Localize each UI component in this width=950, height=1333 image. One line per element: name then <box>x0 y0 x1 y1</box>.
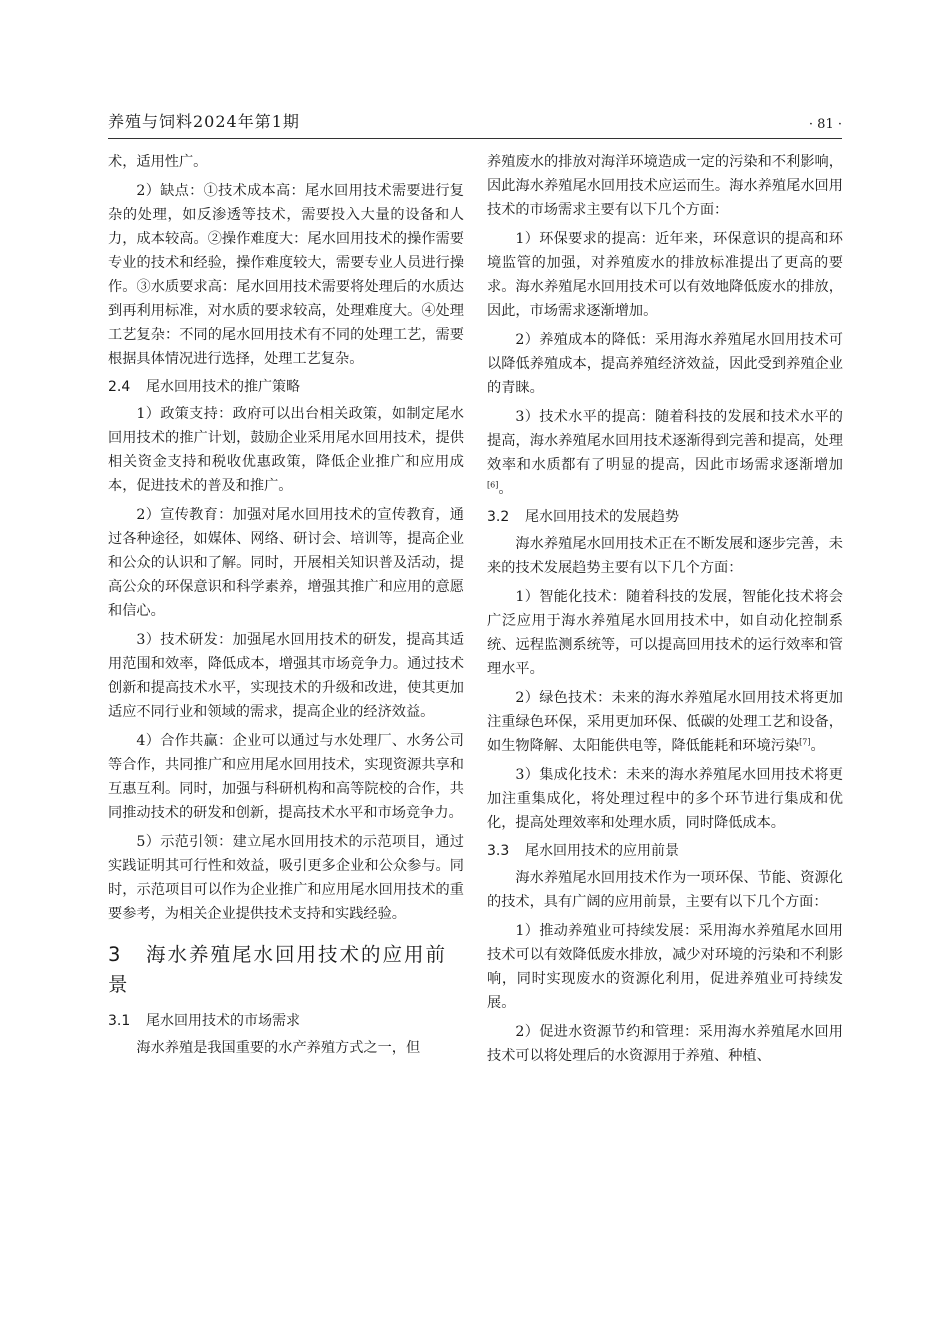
paragraph: 1）智能化技术：随着科技的发展，智能化技术将会广泛应用于海水养殖尾水回用技术中，如自动化控制系统、远程监测系统等，可以提高回用技术的运行效率和管理水平。 <box>487 589 843 677</box>
section-heading-3-3 <box>487 840 843 862</box>
paragraph: 2）养殖成本的降低：采用海水养殖尾水回用技术可以降低养殖成本，提高养殖经济效益，因此受到养殖企业的青睐。 <box>487 332 843 396</box>
right-column <box>487 150 843 1073</box>
paragraph: 1）推动养殖业可持续发展：采用海水养殖尾水回用技术可以有效降低废水排放，减少对环境的污染和不利影响，同时实现废水的资源化利用，促进养殖业可持续发展。 <box>487 923 843 1011</box>
section-number: 3.3 <box>487 843 510 859</box>
citation-ref: [6] <box>487 480 499 490</box>
paragraph: 3）技术研发：加强尾水回用技术的研发，提高其适用范围和效率，降低成本，增强其市场竞争力。通过技术创新和提高技术水平，实现技术的升级和改进，使其更加适应不同行业和领域的需求，提高企业的经济效益。 <box>108 632 464 720</box>
paragraph: 1）环保要求的提高：近年来，环保意识的提高和环境监管的加强，对养殖废水的排放标准提出了更高的要求。海水养殖尾水回用技术可以有效地降低废水的排放，因此，市场需求逐渐增加。 <box>487 231 843 319</box>
chapter-number: 3 <box>108 943 123 966</box>
paragraph: 1）政策支持：政府可以出台相关政策，如制定尾水回用技术的推广计划，鼓励企业采用尾水回用技术，提供相关资金支持和税收优惠政策，降低企业推广和应用成本，促进技术的普及和推广。 <box>108 406 464 494</box>
section-title: 尾水回用技术的应用前景 <box>525 843 679 859</box>
paragraph: 5）示范引领：建立尾水回用技术的示范项目，通过实践证明其可行性和效益，吸引更多企业和公众参与。同时，示范项目可以作为企业推广和应用尾水回用技术的重要参考，为相关企业提供技术支持和实践经验。 <box>108 834 464 922</box>
citation-ref: [7] <box>799 737 811 747</box>
left-column <box>108 150 464 1065</box>
paragraph: 术，适用性广。 <box>108 154 208 170</box>
section-title: 尾水回用技术的推广策略 <box>146 379 300 395</box>
paragraph-text: 2）绿色技术：未来的海水养殖尾水回用技术将更加注重绿色环保，采用更加环保、低碳的处理工艺和设备，如生物降解、太阳能供电等，降低能耗和环境污染 <box>487 690 843 754</box>
section-title: 尾水回用技术的发展趋势 <box>525 509 679 525</box>
chapter-heading-3 <box>108 940 464 1000</box>
paragraph: 3）集成化技术：未来的海水养殖尾水回用技术将更加注重集成化，将处理过程中的多个环节进行集成和优化，提高处理效率和处理水质，同时降低成本。 <box>487 767 843 831</box>
journal-issue: 养殖与饲料2024年第1期 <box>108 112 300 131</box>
paragraph: 2）缺点：①技术成本高：尾水回用技术需要进行复杂的处理，如反渗透等技术，需要投入大量的设备和人力，成本较高。②操作难度大：尾水回用技术的操作需要专业的技术和经验，操作难度较大，需要专业人员进行操作。③水质要求高：尾水回用技术需要将处理后的水质达到再利用标准，对水质的要求较高，处理难度大。④处理工艺复杂：不同的尾水回用技术有不同的处理工艺，需要根据具体情况进行选择，处理工艺复杂。 <box>108 183 464 367</box>
paragraph-text: 3）技术水平的提高：随着科技的发展和技术水平的提高，海水养殖尾水回用技术逐渐得到完善和提高，处理效率和水质都有了明显的提高，因此市场需求逐渐增加 <box>487 409 843 473</box>
paragraph: 海水养殖是我国重要的水产养殖方式之一，但 <box>136 1040 421 1056</box>
paragraph-end: 。 <box>810 738 825 754</box>
paragraph: 海水养殖尾水回用技术作为一项环保、节能、资源化的技术，具有广阔的应用前景，主要有以下几个方面： <box>487 870 843 910</box>
paragraph <box>487 686 843 758</box>
running-header <box>108 108 842 139</box>
section-heading-3-2 <box>487 506 843 528</box>
paragraph: 2）促进水资源节约和管理：采用海水养殖尾水回用技术可以将处理后的水资源用于养殖、种植、 <box>487 1024 843 1064</box>
chapter-title: 海水养殖尾水回用技术的应用前景 <box>108 943 448 996</box>
section-number: 3.2 <box>487 509 510 525</box>
paragraph: 2）宣传教育：加强对尾水回用技术的宣传教育，通过各种途径，如媒体、网络、研讨会、培训等，提高企业和公众的认识和了解。同时，开展相关知识普及活动，提高公众的环保意识和科学素养，增强其推广和应用的意愿和信心。 <box>108 507 464 619</box>
section-heading-3-1 <box>108 1010 464 1032</box>
section-number: 2.4 <box>108 379 131 395</box>
paragraph: 4）合作共赢：企业可以通过与水处理厂、水务公司等合作，共同推广和应用尾水回用技术，实现资源共享和互惠互利。同时，加强与科研机构和高等院校的合作，共同推动技术的研发和创新，提高技术水平和市场竞争力。 <box>108 733 464 821</box>
page-number: · 81 · <box>808 117 842 132</box>
section-title: 尾水回用技术的市场需求 <box>146 1013 300 1029</box>
section-number: 3.1 <box>108 1013 131 1029</box>
paragraph: 海水养殖尾水回用技术正在不断发展和逐步完善，未来的技术发展趋势主要有以下几个方面： <box>487 536 843 576</box>
section-heading-2-4 <box>108 376 464 398</box>
paragraph <box>487 405 843 501</box>
paragraph-end: 。 <box>498 481 513 497</box>
paragraph: 养殖废水的排放对海洋环境造成一定的污染和不利影响，因此海水养殖尾水回用技术应运而生。海水养殖尾水回用技术的市场需求主要有以下几个方面： <box>487 154 843 218</box>
